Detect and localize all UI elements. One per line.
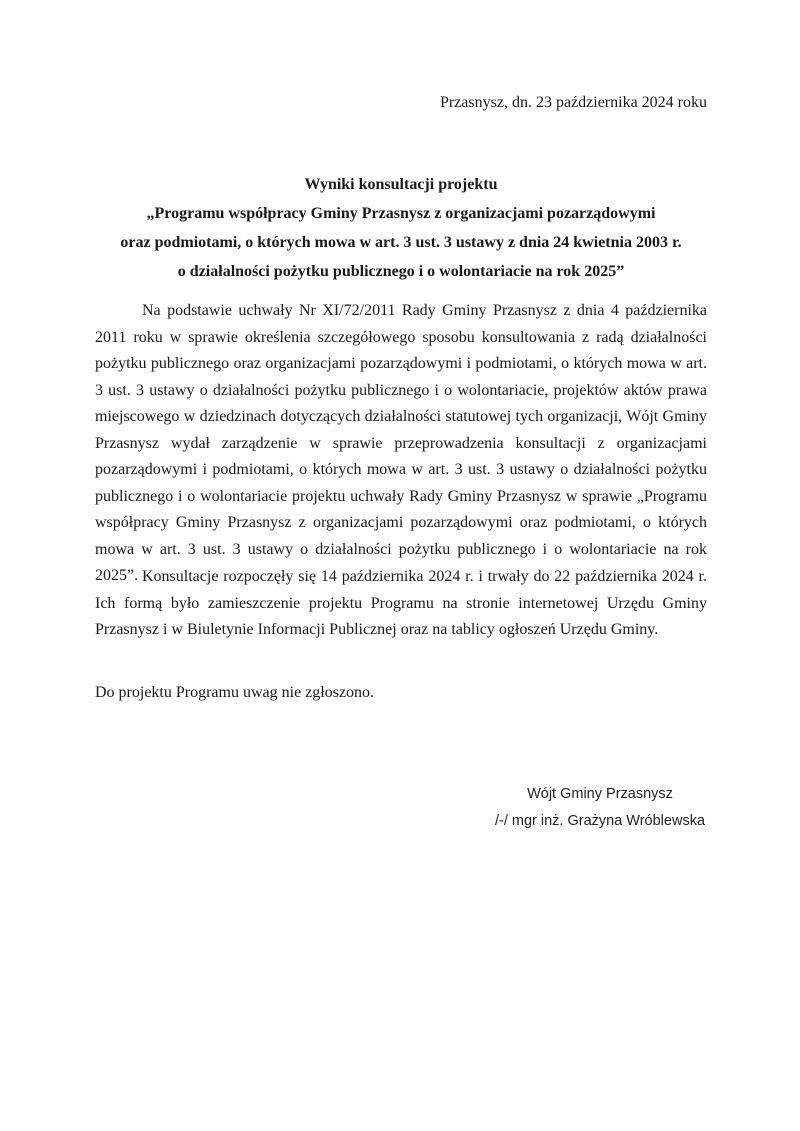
closing-paragraph: Do projektu Programu uwag nie zgłoszono. xyxy=(95,684,375,701)
title-line-3: oraz podmiotami, o których mowa w art. 3 ust. 3 ustawy z dnia 24 kwietnia 2003 r. xyxy=(120,234,682,251)
date-line: Przasnysz, dn. 23 października 2024 roku xyxy=(439,94,707,111)
title-line-1: Wyniki konsultacji projektu xyxy=(304,176,498,193)
title-line-2: „Programu współpracy Gminy Przasnysz z organizacjami pozarządowymi xyxy=(146,205,656,222)
signature-name: /-/ mgr inż. Grażyna Wróblewska xyxy=(494,813,706,829)
signature-role: Wójt Gminy Przasnysz xyxy=(527,786,673,802)
signature-block xyxy=(400,781,800,835)
body-paragraph-1: Na podstawie uchwały Nr XI/72/2011 Rady Gminy Przasnysz z dnia 4 października 2011 roku w sprawie określenia szczegółowego sposobu konsultowania z radą działalności pożytku publicznego oraz organizacjami pozarządowymi i podmiotami, o których mowa w art. 3 ust. 3 ustawy o działalności pożytku publicznego i o wolontariacie, projektów aktów prawa miejscowego w dziedzinach dotyczących działalności statutowej tych organizacji, Wójt Gminy Przasnysz wydał zarządzenie w sprawie przeprowadzenia konsultacji z organizacjami pozarządowymi i podmiotami, o których mowa w art. 3 ust. 3 ustawy o działalności pożytku publicznego i o wolontariacie projektu uchwały Rady Gminy Przasnysz w sprawie „Programu współpracy Gminy Przasnysz z organizacjami pozarządowymi oraz podmiotami, o których mowa w art. 3 ust. 3 ustawy o działalności pożytku publicznego i o wolontariacie na rok 2025”. xyxy=(95,302,707,584)
body-paragraph-2: Konsultacje rozpoczęły się 14 października 2024 r. i trwały do 22 października 2024 r. Ich formą było zamieszczenie projektu Programu na stronie internetowej Urzędu Gminy Przasnysz i w Biuletynie Informacji Publicznej oraz na tablicy ogłoszeń Urzędu Gminy. xyxy=(95,568,707,638)
document-title xyxy=(95,170,707,286)
title-line-4: o działalności pożytku publicznego i o wolontariacie na rok 2025” xyxy=(177,263,625,280)
